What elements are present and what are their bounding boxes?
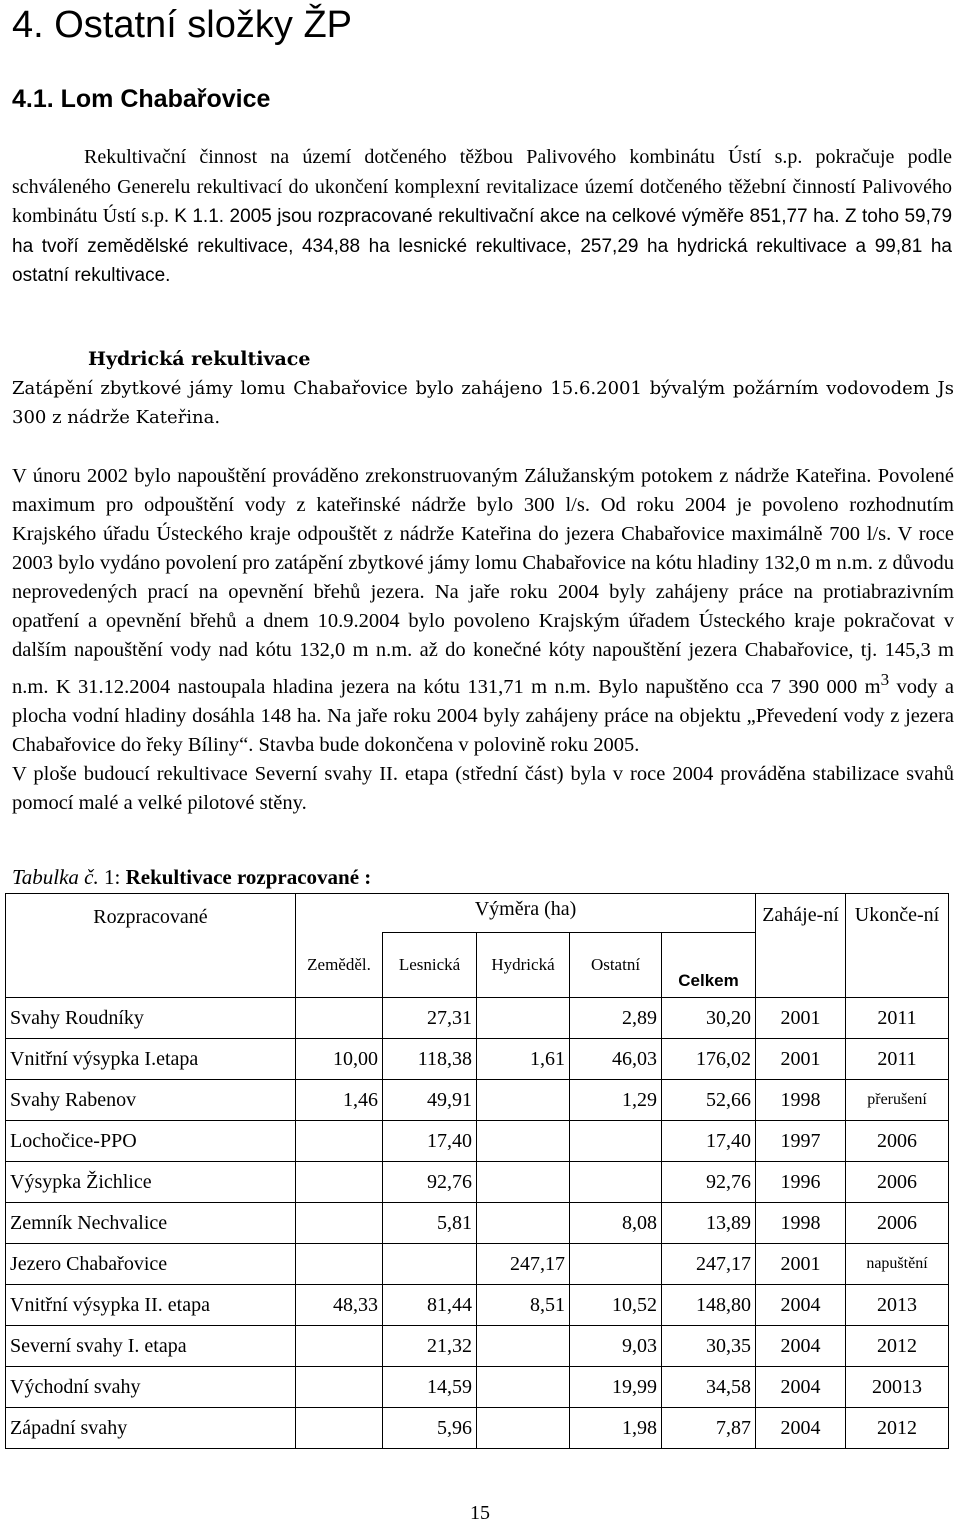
table-caption-number: 1: <box>98 865 126 889</box>
cell-name: Zemník Nechvalice <box>6 1203 296 1244</box>
intro-text-1: Rekultivační činnost na území dotčeného těžbou Palivového kombinátu Ústí s.p. pokračuje podle schváleného Generelu rekultivací do ukončení komplexní revitalizace území dotčeného těžební činností Palivového kombinátu Ústí s.p. <box>12 146 952 227</box>
cell-ukonceni: napuštění <box>846 1244 949 1285</box>
cell-zahajeni: 2004 <box>756 1408 846 1449</box>
hydro-text-2a: V únoru 2002 bylo napouštění prováděno zrekonstruovaným Zálužanským potokem z nádrže Kateřina. Povolené maximum pro odpouštění vody z kateřinské nádrže bylo 300 l/s. Od roku 2004 je povoleno rozhodnutím Krajského úřadu Ústeckého kraje odpouštět z nádrže Kateřina do jezera Chabařovice maximálně 700 l/s. V roce 2003 bylo vydáno povolení pro zatápění zbytkové jámy lomu Chabařovice na kótu hladiny 132,0 m n.m. z důvodu neprovedených prací na opevnění břehů jezera. Na jaře roku 2004 byly zahájeny práce na protiabrazivním opatření a opevnění břehů a dnem 10.9.2004 bylo povoleno Krajským úřadem Ústeckého kraje pokračovat v dalším napouštění vody nad kótu 132,0 m n.m. až do konečné kóty napouštění jezera Chabařovice, tj. 145,3 m n.m. K 31.12.2004 nastoupala hladina jezera na kótu 131,71 m n.m. Bylo napuštěno cca 7 390 000 m <box>12 465 954 698</box>
cell-name: Východní svahy <box>6 1367 296 1408</box>
cell-zemedel <box>296 1203 383 1244</box>
table-row <box>6 1285 949 1326</box>
header-zemedel: Zeměděl. <box>296 933 383 998</box>
cell-celkem: 34,58 <box>662 1367 756 1408</box>
cell-zemedel <box>296 1121 383 1162</box>
header-rozpracovane: Rozpracované <box>6 894 296 998</box>
table-caption-title: Rekultivace rozpracované : <box>125 865 372 889</box>
table-row <box>6 1080 949 1121</box>
cell-ostatni: 10,52 <box>570 1285 662 1326</box>
cell-ukonceni: 2006 <box>846 1162 949 1203</box>
table-caption <box>12 862 371 892</box>
cell-celkem: 148,80 <box>662 1285 756 1326</box>
cell-lesnicka <box>383 1244 477 1285</box>
section-heading: 4. Ostatní složky ŽP <box>12 4 352 46</box>
cell-name: Lochočice-PPO <box>6 1121 296 1162</box>
cell-ostatni <box>570 1121 662 1162</box>
table-row <box>6 1408 949 1449</box>
cell-zemedel: 10,00 <box>296 1039 383 1080</box>
cell-celkem: 30,35 <box>662 1326 756 1367</box>
cell-ukonceni: 2013 <box>846 1285 949 1326</box>
table-row <box>6 1039 949 1080</box>
cell-zahajeni: 2004 <box>756 1367 846 1408</box>
cell-zahajeni: 1998 <box>756 1203 846 1244</box>
cell-ukonceni: 2012 <box>846 1408 949 1449</box>
cell-lesnicka: 92,76 <box>383 1162 477 1203</box>
cell-celkem: 7,87 <box>662 1408 756 1449</box>
cell-zemedel <box>296 1244 383 1285</box>
cell-zemedel <box>296 1326 383 1367</box>
cell-hydricka <box>477 1326 570 1367</box>
cell-zahajeni: 1997 <box>756 1121 846 1162</box>
cell-name: Severní svahy I. etapa <box>6 1326 296 1367</box>
cell-lesnicka: 21,32 <box>383 1326 477 1367</box>
cell-zahajeni: 2001 <box>756 1244 846 1285</box>
cell-ostatni: 9,03 <box>570 1326 662 1367</box>
table-row <box>6 998 949 1039</box>
header-zahajeni: Zaháje-ní <box>756 894 846 998</box>
cell-name: Výsypka Žichlice <box>6 1162 296 1203</box>
header-vymera: Výměra (ha) <box>296 894 756 933</box>
cell-hydricka: 1,61 <box>477 1039 570 1080</box>
table-row <box>6 1244 949 1285</box>
cell-ostatni <box>570 1162 662 1203</box>
table-row <box>6 1326 949 1367</box>
cell-celkem: 176,02 <box>662 1039 756 1080</box>
cell-ukonceni: 2006 <box>846 1121 949 1162</box>
hydro-text-3: V ploše budoucí rekultivace Severní svahy II. etapa (střední část) byla v roce 2004 prováděna stabilizace svahů pomocí malé a velké pilotové stěny. <box>12 762 954 814</box>
cell-ukonceni: přerušení <box>846 1080 949 1121</box>
cell-zahajeni: 1998 <box>756 1080 846 1121</box>
cell-hydricka <box>477 1203 570 1244</box>
cell-celkem: 247,17 <box>662 1244 756 1285</box>
cell-ukonceni: 2011 <box>846 1039 949 1080</box>
cell-celkem: 17,40 <box>662 1121 756 1162</box>
cell-lesnicka: 27,31 <box>383 998 477 1039</box>
cell-zemedel: 1,46 <box>296 1080 383 1121</box>
table-row <box>6 1121 949 1162</box>
cell-name: Západní svahy <box>6 1408 296 1449</box>
cell-zahajeni: 1996 <box>756 1162 846 1203</box>
hydro-paragraph-1: Zatápění zbytkové jámy lomu Chabařovice bylo zahájeno 15.6.2001 bývalým požárním vodovodem Js 300 z nádrže Kateřina. <box>12 378 954 428</box>
cell-zemedel: 48,33 <box>296 1285 383 1326</box>
hydro-paragraph-2 <box>12 462 954 818</box>
cell-name: Svahy Rabenov <box>6 1080 296 1121</box>
reclamation-table <box>5 893 949 1449</box>
page-number: 15 <box>470 1502 490 1524</box>
cell-lesnicka: 17,40 <box>383 1121 477 1162</box>
table-caption-label: Tabulka č. <box>12 865 99 889</box>
cell-zemedel <box>296 1162 383 1203</box>
hydro-title: Hydrická rekultivace <box>88 348 311 370</box>
cell-name: Jezero Chabařovice <box>6 1244 296 1285</box>
table-body <box>6 998 949 1449</box>
cell-ostatni: 8,08 <box>570 1203 662 1244</box>
cell-ukonceni: 2006 <box>846 1203 949 1244</box>
cell-hydricka <box>477 1367 570 1408</box>
cell-lesnicka: 5,96 <box>383 1408 477 1449</box>
cell-ukonceni: 2012 <box>846 1326 949 1367</box>
cell-name: Vnitřní výsypka I.etapa <box>6 1039 296 1080</box>
table-row <box>6 1367 949 1408</box>
cell-zemedel <box>296 998 383 1039</box>
cell-zahajeni: 2004 <box>756 1285 846 1326</box>
cell-zemedel <box>296 1367 383 1408</box>
header-lesnicka: Lesnická <box>383 933 477 998</box>
cell-celkem: 92,76 <box>662 1162 756 1203</box>
cell-zemedel <box>296 1408 383 1449</box>
header-ostatni: Ostatní <box>570 933 662 998</box>
cell-celkem: 30,20 <box>662 998 756 1039</box>
cell-name: Svahy Roudníky <box>6 998 296 1039</box>
header-hydricka: Hydrická <box>477 933 570 998</box>
cell-lesnicka: 14,59 <box>383 1367 477 1408</box>
cell-ostatni: 19,99 <box>570 1367 662 1408</box>
cell-ukonceni: 2011 <box>846 998 949 1039</box>
cell-ukonceni: 20013 <box>846 1367 949 1408</box>
cell-zahajeni: 2004 <box>756 1326 846 1367</box>
cell-celkem: 52,66 <box>662 1080 756 1121</box>
cell-ostatni: 2,89 <box>570 998 662 1039</box>
superscript: 3 <box>880 670 890 689</box>
cell-lesnicka: 49,91 <box>383 1080 477 1121</box>
cell-ostatni: 1,98 <box>570 1408 662 1449</box>
hydro-text-2b: vody a plocha vodní hladiny dosáhla 148 ha. Na jaře roku 2004 byly zahájeny práce na objektu „Převedení vody z jezera Chabařovice do řeky Bíliny“. Stavba bude dokončena v polovině roku 2005. <box>12 675 955 756</box>
cell-ostatni <box>570 1244 662 1285</box>
intro-paragraph <box>12 143 952 291</box>
intro-text-2: K 1.1. 2005 jsou rozpracované rekultivační akce na celkové výměře 851,77 ha. Z toho 59,79 ha tvoří zemědělské rekultivace, 434,88 ha lesnické rekultivace, 257,29 ha hydrická rekultivace a 99,81 ha ostatní rekultivace. <box>12 206 953 286</box>
cell-lesnicka: 81,44 <box>383 1285 477 1326</box>
cell-ostatni: 46,03 <box>570 1039 662 1080</box>
cell-lesnicka: 118,38 <box>383 1039 477 1080</box>
cell-lesnicka: 5,81 <box>383 1203 477 1244</box>
cell-hydricka <box>477 1162 570 1203</box>
cell-hydricka: 247,17 <box>477 1244 570 1285</box>
table-row <box>6 1162 949 1203</box>
cell-zahajeni: 2001 <box>756 1039 846 1080</box>
header-celkem: Celkem <box>662 933 756 998</box>
cell-hydricka <box>477 1121 570 1162</box>
subsection-heading: 4.1. Lom Chabařovice <box>12 85 271 113</box>
cell-name: Vnitřní výsypka II. etapa <box>6 1285 296 1326</box>
cell-hydricka <box>477 1408 570 1449</box>
cell-ostatni: 1,29 <box>570 1080 662 1121</box>
cell-hydricka: 8,51 <box>477 1285 570 1326</box>
cell-hydricka <box>477 998 570 1039</box>
cell-celkem: 13,89 <box>662 1203 756 1244</box>
cell-hydricka <box>477 1080 570 1121</box>
table-row <box>6 1203 949 1244</box>
cell-zahajeni: 2001 <box>756 998 846 1039</box>
header-ukonceni: Ukonče-ní <box>846 894 949 998</box>
